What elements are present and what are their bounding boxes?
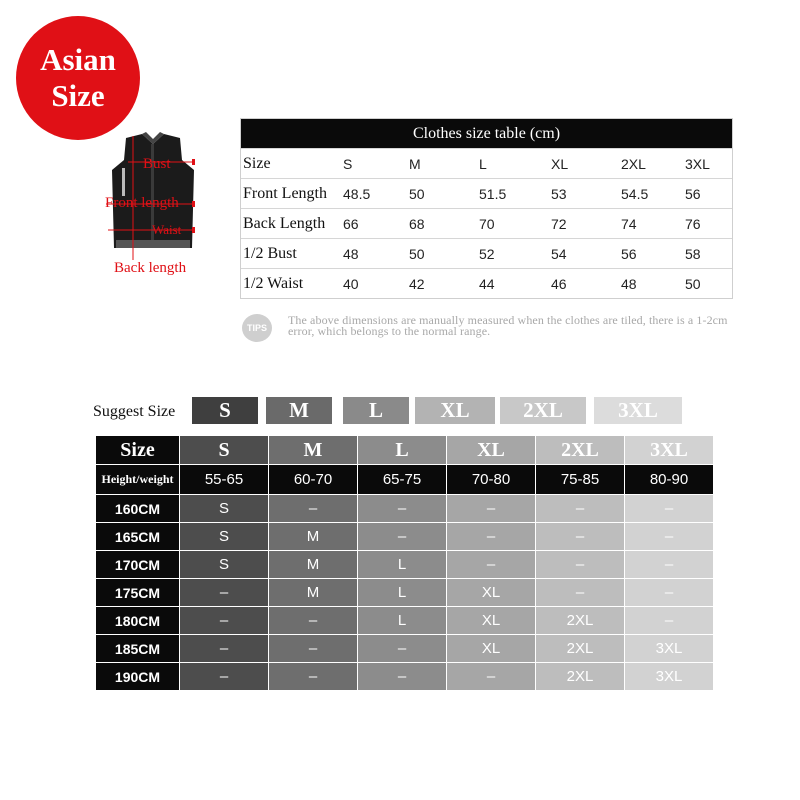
badge-line-1: Asian — [40, 42, 116, 77]
size-cell: 2XL — [536, 635, 625, 663]
table-cell: 48 — [621, 275, 637, 292]
table-cell: 68 — [409, 215, 425, 232]
suggest-chip-m: M — [266, 397, 332, 424]
size-cell: – — [269, 635, 358, 663]
size-cell: L — [358, 607, 447, 635]
front-length-label: Front length — [105, 195, 179, 211]
table-row — [241, 238, 732, 268]
grid-col-header: S — [180, 436, 269, 465]
suggest-chip-xl: XL — [415, 397, 495, 424]
weight-cell: 75-85 — [536, 465, 625, 495]
suggest-size-label: Suggest Size — [93, 403, 176, 420]
weight-cell: 55-65 — [180, 465, 269, 495]
clothes-size-table — [240, 118, 733, 299]
table-row — [241, 178, 732, 208]
size-cell: 2XL — [536, 663, 625, 691]
grid-col-header: M — [269, 436, 358, 465]
size-cell: – — [625, 579, 714, 607]
size-cell: M — [269, 523, 358, 551]
height-cell: 185CM — [96, 635, 180, 663]
size-cell: M — [269, 551, 358, 579]
table-row — [241, 208, 732, 238]
table-row — [96, 551, 714, 579]
grid-col-header: L — [358, 436, 447, 465]
suggest-chip-s: S — [192, 397, 258, 424]
size-cell: 3XL — [625, 663, 714, 691]
height-weight-label: Height/weight — [96, 465, 180, 495]
table-row — [96, 663, 714, 691]
size-cell: – — [269, 663, 358, 691]
table-cell: 40 — [343, 275, 359, 292]
table-cell: Back Length — [243, 214, 326, 232]
grid-corner: Size — [96, 436, 180, 465]
size-cell: – — [625, 523, 714, 551]
table-row — [96, 635, 714, 663]
back-length-label: Back length — [114, 260, 187, 276]
table-cell: 58 — [685, 245, 701, 262]
size-cell: – — [625, 551, 714, 579]
grid-col-header: 3XL — [625, 436, 714, 465]
size-cell: – — [536, 551, 625, 579]
table-cell: 50 — [409, 185, 425, 202]
table-cell: 50 — [685, 275, 701, 292]
size-cell: – — [447, 523, 536, 551]
table-cell: 54 — [551, 245, 567, 262]
size-cell: – — [269, 607, 358, 635]
height-weight-size-grid — [96, 436, 714, 691]
size-cell: – — [536, 495, 625, 523]
weight-cell: 70-80 — [447, 465, 536, 495]
table-cell: 56 — [685, 185, 701, 202]
grid-header-row — [96, 436, 714, 465]
table-cell: 76 — [685, 215, 701, 232]
tips-text: The above dimensions are manually measured when the clothes are tiled, there is a 1-2cm error, which belongs to the normal range. — [288, 313, 728, 338]
size-cell: XL — [447, 635, 536, 663]
table-cell: Front Length — [243, 184, 327, 202]
table-cell: 50 — [409, 245, 425, 262]
grid-col-header: XL — [447, 436, 536, 465]
table-cell: 48 — [343, 245, 359, 262]
table-cell: 48.5 — [343, 185, 371, 202]
size-cell: – — [358, 663, 447, 691]
table-row — [241, 268, 732, 298]
table-cell: 72 — [551, 215, 567, 232]
table-cell: 1/2 Bust — [243, 244, 297, 262]
size-cell: L — [358, 551, 447, 579]
height-cell: 165CM — [96, 523, 180, 551]
table-cell: 70 — [479, 215, 495, 232]
table-cell: 66 — [343, 215, 359, 232]
height-cell: 175CM — [96, 579, 180, 607]
size-cell: XL — [447, 607, 536, 635]
height-cell: 160CM — [96, 495, 180, 523]
table-cell: 2XL — [621, 155, 646, 172]
grid-col-header: 2XL — [536, 436, 625, 465]
size-cell: 3XL — [625, 635, 714, 663]
size-cell: – — [625, 495, 714, 523]
size-cell: – — [447, 495, 536, 523]
height-cell: 170CM — [96, 551, 180, 579]
weight-cell: 60-70 — [269, 465, 358, 495]
table-cell: 54.5 — [621, 185, 649, 202]
size-cell: – — [269, 495, 358, 523]
size-cell: – — [447, 663, 536, 691]
weight-cell: 80-90 — [625, 465, 714, 495]
size-cell: – — [447, 551, 536, 579]
size-cell: S — [180, 495, 269, 523]
size-cell: – — [180, 607, 269, 635]
table-row — [96, 495, 714, 523]
table-cell: 44 — [479, 275, 495, 292]
size-cell: – — [625, 607, 714, 635]
size-cell: 2XL — [536, 607, 625, 635]
table-cell: 74 — [621, 215, 637, 232]
size-cell: – — [358, 523, 447, 551]
clothes-table-header-row — [241, 148, 732, 178]
grid-weight-row — [96, 465, 714, 495]
table-cell: M — [409, 155, 421, 172]
size-cell: – — [358, 635, 447, 663]
size-cell: – — [180, 663, 269, 691]
suggest-chip-2xl: 2XL — [500, 397, 586, 424]
size-cell: – — [180, 579, 269, 607]
asian-size-badge — [16, 16, 140, 140]
badge-line-2: Size — [51, 78, 105, 113]
table-cell: 53 — [551, 185, 567, 202]
table-cell: XL — [551, 155, 569, 172]
table-row — [96, 607, 714, 635]
bust-label: Bust — [143, 156, 171, 172]
table-cell: Size — [243, 154, 271, 172]
table-cell: S — [343, 155, 353, 172]
table-cell: 56 — [621, 245, 637, 262]
table-cell: 3XL — [685, 155, 710, 172]
table-row — [96, 579, 714, 607]
size-cell: L — [358, 579, 447, 607]
suggest-chip-l: L — [343, 397, 409, 424]
table-cell: 42 — [409, 275, 425, 292]
size-cell: – — [180, 635, 269, 663]
height-cell: 190CM — [96, 663, 180, 691]
size-cell: – — [536, 523, 625, 551]
grid-body — [96, 495, 714, 691]
table-row — [96, 523, 714, 551]
table-cell: 1/2 Waist — [243, 274, 304, 292]
table-cell: 46 — [551, 275, 567, 292]
table-cell: L — [479, 155, 487, 172]
clothes-table-title: Clothes size table (cm) — [241, 119, 732, 148]
vest-illustration — [98, 130, 208, 280]
tips-note — [242, 312, 732, 344]
height-cell: 180CM — [96, 607, 180, 635]
suggest-chip-3xl: 3XL — [594, 397, 682, 424]
table-cell: 52 — [479, 245, 495, 262]
waist-label: Waist — [152, 222, 182, 237]
tips-icon: TIPS — [242, 314, 272, 342]
size-cell: – — [358, 495, 447, 523]
size-cell: – — [536, 579, 625, 607]
size-cell: S — [180, 523, 269, 551]
size-cell: XL — [447, 579, 536, 607]
table-cell: 51.5 — [479, 185, 507, 202]
size-cell: S — [180, 551, 269, 579]
size-cell: M — [269, 579, 358, 607]
weight-cell: 65-75 — [358, 465, 447, 495]
